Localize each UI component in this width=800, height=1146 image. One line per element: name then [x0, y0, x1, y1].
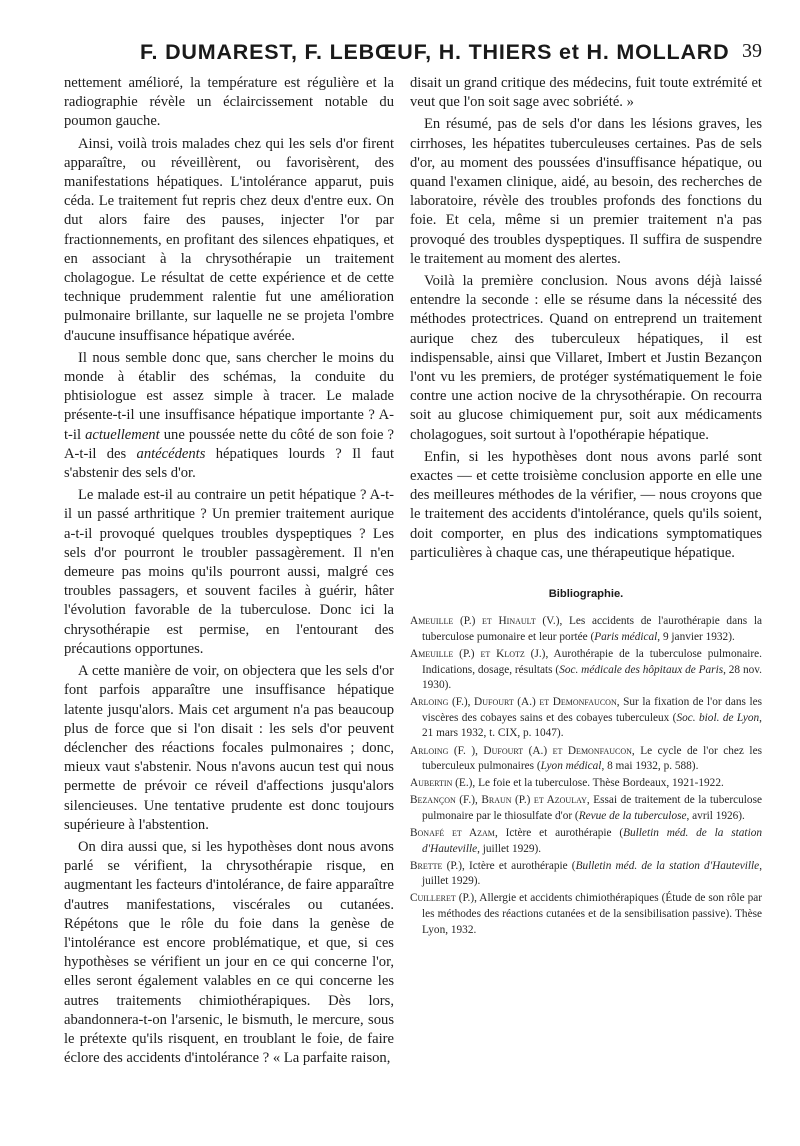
paragraph: Le malade est-il au contraire un petit hépatique ? A-t-il un passé arthritique ? Un premier traitement aurique a-t-il provoqué quelques troubles dyspeptiques ? Les sels d'or pourront le troubler passagèrement. Il n'en demeure pas moins qu'ils pourront aussi, malgré ces troubles passagers, et souvent faciles à guérir, hâter l'évolution favorable de la tuberculose. Donc ici la chrysothérapie est permise, en l'entourant des précautions opportunes.	[64, 487, 394, 657]
entry-text: , 9 janvier 1932).	[657, 630, 735, 643]
bibliography-entry	[410, 647, 762, 694]
entry-text: , Ictère et aurothérapie (	[494, 827, 624, 839]
entry-text: , Sur la fixation de l'or dans les viscères des cobayes sains et des cobayes tuberculeux (	[422, 696, 762, 724]
entry-text: , Ictère et aurothérapie (	[461, 859, 576, 872]
page-number: 39	[742, 40, 762, 62]
entry-source: Lyon médical	[540, 760, 602, 773]
entry-source: Bulletin méd. de la station d'Hauteville	[422, 827, 762, 855]
bibliography-entry	[410, 776, 762, 792]
entry-text: , Le foie et la tuberculose. Thèse Bordeaux, 1921-1922.	[472, 777, 724, 790]
entry-text: , Aurothérapie de la tuberculose pulmonaire. Indications, dosage, résultats (	[422, 647, 762, 676]
entry-authors: Arloing (F. ), Dufourt (A.) et Demonfaucon	[410, 744, 632, 757]
entry-text: , Essai de traitement de la tuberculose pulmonaire par le thiosulfate d'or (	[422, 794, 762, 822]
entry-authors: Ameuille (P.) et Hinault (V.)	[410, 615, 560, 628]
entry-text: , 28 nov. 1930).	[422, 663, 762, 692]
bibliography-list	[410, 614, 762, 938]
paragraph: disait un grand critique des médecins, fuit toute extrémité et veut que l'on soit sage avec sobriété. »	[410, 75, 762, 111]
bibliography-entry	[410, 744, 762, 775]
entry-text: , Allergie et accidents chimiothérapiques (Étude de son rôle par les méthodes des réactions cutanées et de la sensibilisation passive). Thèse Lyon, 1932.	[422, 892, 762, 936]
bibliography-entry	[410, 826, 762, 857]
paragraph: On dira aussi que, si les hypothèses dont nous avons parlé se vérifient, la chrysothérapie risque, en augmentant les facteurs d'intolérance, de faire apparaître d'autres manifestations, viscérales ou cutanées. Répétons que le rôle du foie dans la genèse de l'intolérance est encore problématique, et que, si ces hypothèses se vérifient un jour en ce qui concerne l'or, elles seront également valables en ce qui concerne les autres traitements chimiothérapiques. Dès lors, abandonnera-t-on l'arsenic, le bismuth, le mercure, sous le prétexte qu'ils risquent, en troublant le foie, de faire éclore des accidents d'intolérance ? « La parfaite raison,	[64, 838, 394, 1067]
left-column	[64, 74, 394, 1068]
paragraph: Enfin, si les hypothèses dont nous avons parlé sont exactes — et cette troisième conclusion apporte en elle une des meilleures méthodes de la vérifier, — nous croyons que le traitement des accidents d'intolérance, quels qu'ils soient, doit comporter, en plus des indications symptomatiques particulières à chaque cas, une thérapeutique hépatique.	[410, 448, 762, 561]
emphasis-text: antécédents	[136, 445, 206, 462]
bibliography-entry	[410, 891, 762, 938]
text-run: Il nous semble donc que, sans chercher le moins du monde à établir des schémas, la conduite du phtisiologue est assez simple à tracer. Le malade présente-t-il une insuffisance hépatique importante ? A-t-il	[64, 349, 394, 443]
entry-source: Soc. biol. de Lyon	[676, 711, 760, 724]
paragraph: A cette manière de voir, on objectera que les sels d'or font parfois apparaître une insuffisance hépatique latente jusqu'alors. Mais cet argument n'a pas beaucoup plus de force que si l'on disait : les sels d'or peuvent déclencher des réactions focales pulmonaires ; donc, mieux vaut s'abstenir. Nous n'avons aucun test qui nous permette de prévoir ce réveil d'affections jusqu'alors silencieuses. Une tentative prudente est donc toujours supérieure à l'abstention.	[64, 663, 394, 833]
entry-text: , avril 1926).	[686, 809, 745, 822]
entry-authors: Bonafé et Azam	[410, 827, 495, 839]
paragraph	[64, 349, 394, 483]
entry-source: Paris médical	[594, 630, 658, 643]
entry-text: , 8 mai 1932, p. 588).	[601, 760, 699, 773]
bibliography-entry	[410, 859, 762, 890]
entry-text: , juillet 1929).	[477, 842, 542, 855]
entry-text: , juillet 1929).	[422, 859, 763, 888]
bibliography-entry	[410, 695, 762, 742]
entry-authors: Brette (P.)	[410, 859, 462, 872]
entry-text: , Les accidents de l'aurothérapie dans la tuberculose pumonaire et leur portée (	[422, 615, 762, 643]
text-run: hépatiques lourds ? Il faut s'abstenir des sels d'or.	[64, 445, 394, 482]
entry-source: Soc. médicale des hôpitaux de Paris	[559, 663, 724, 676]
running-title: F. DUMAREST, F. LEBŒUF, H. THIERS et H. MOLLARD	[140, 40, 730, 64]
entry-authors: Aubertin (E.)	[410, 777, 473, 790]
entry-source: Bulletin méd. de la station d'Hauteville	[575, 859, 760, 872]
entry-text: , 21 mars 1932, t. CIX, p. 1047).	[422, 711, 762, 740]
running-head	[60, 40, 762, 74]
paragraph: nettement amélioré, la température est régulière et la radiographie révèle un éclaircissement notable du poumon gauche.	[64, 75, 394, 130]
entry-authors: Cuilleret (P.)	[410, 892, 475, 905]
entry-authors: Bezançon (F.), Braun (P.) et Azoulay	[410, 794, 587, 807]
entry-source: Revue de la tuberculose	[578, 809, 687, 822]
entry-authors: Arloing (F.), Dufourt (A.) et Demonfaucon	[410, 696, 617, 709]
right-column	[410, 74, 762, 940]
text-run: une poussée nette du côté de son foie ? A-t-il des	[64, 426, 394, 462]
bibliography-entry	[410, 614, 762, 645]
bibliography-entry	[410, 793, 762, 824]
paragraph: Ainsi, voilà trois malades chez qui les sels d'or firent apparaître, ou réveillèrent, ou favorisèrent, des manifestations hépatiques. L'intolérance apparut, puis céda. Le traitement fut repris chez deux d'entre eux. On dut alors faire des pauses, injecter l'or par fractionnements, en profitant des silences ehpatiques, et en associant à la chrysothérapie un traitement cholagogue. Le résultat de cette expérience et de cette technique prudemment ralentie fut une amélioration pulmonaire brillante, sur laquelle ne se projeta l'ombre d'aucune insuffisance hépatique avérée.	[64, 135, 394, 344]
bibliography-heading: Bibliographie.	[548, 588, 624, 601]
paragraph: En résumé, pas de sels d'or dans les lésions graves, les cirrhoses, les hépatites tuberculeuses certaines. Pas de sels d'or, au moment des poussées d'insuffisance hépatique, ou quand l'examen clinique, aidé, au besoin, des recherches de laboratoire, révèle des troubles profonds des fonctions du foie. Et cela, même si un premier traitement n'a pas provoqué des troubles dyspeptiques. Il suffira de suspendre le traitement au moment des alertes.	[410, 116, 762, 267]
emphasis-text: actuellement	[85, 426, 160, 443]
paragraph: Voilà la première conclusion. Nous avons déjà laissé entendre la seconde : elle se résume dans la nécessité des méthodes protectrices. Quand on entreprend un traitement aurique chez des tuberculeux hépatiques, il est indispensable, ainsi que Villaret, Imbert et Justin Bezançon l'ont vu les premiers, de protéger systématiquement le foie contre une action nocive de la chrysothérapie. On recourra soit au glucose chimiquement pur, soit aux médicaments cholagogues, soit surtout à l'opothérapie hépatique.	[410, 273, 762, 443]
entry-text: , Le cycle de l'or chez les tuberculeux pulmonaires (	[422, 744, 762, 773]
entry-authors: Ameuille (P.) et Klotz (J.)	[410, 647, 546, 660]
